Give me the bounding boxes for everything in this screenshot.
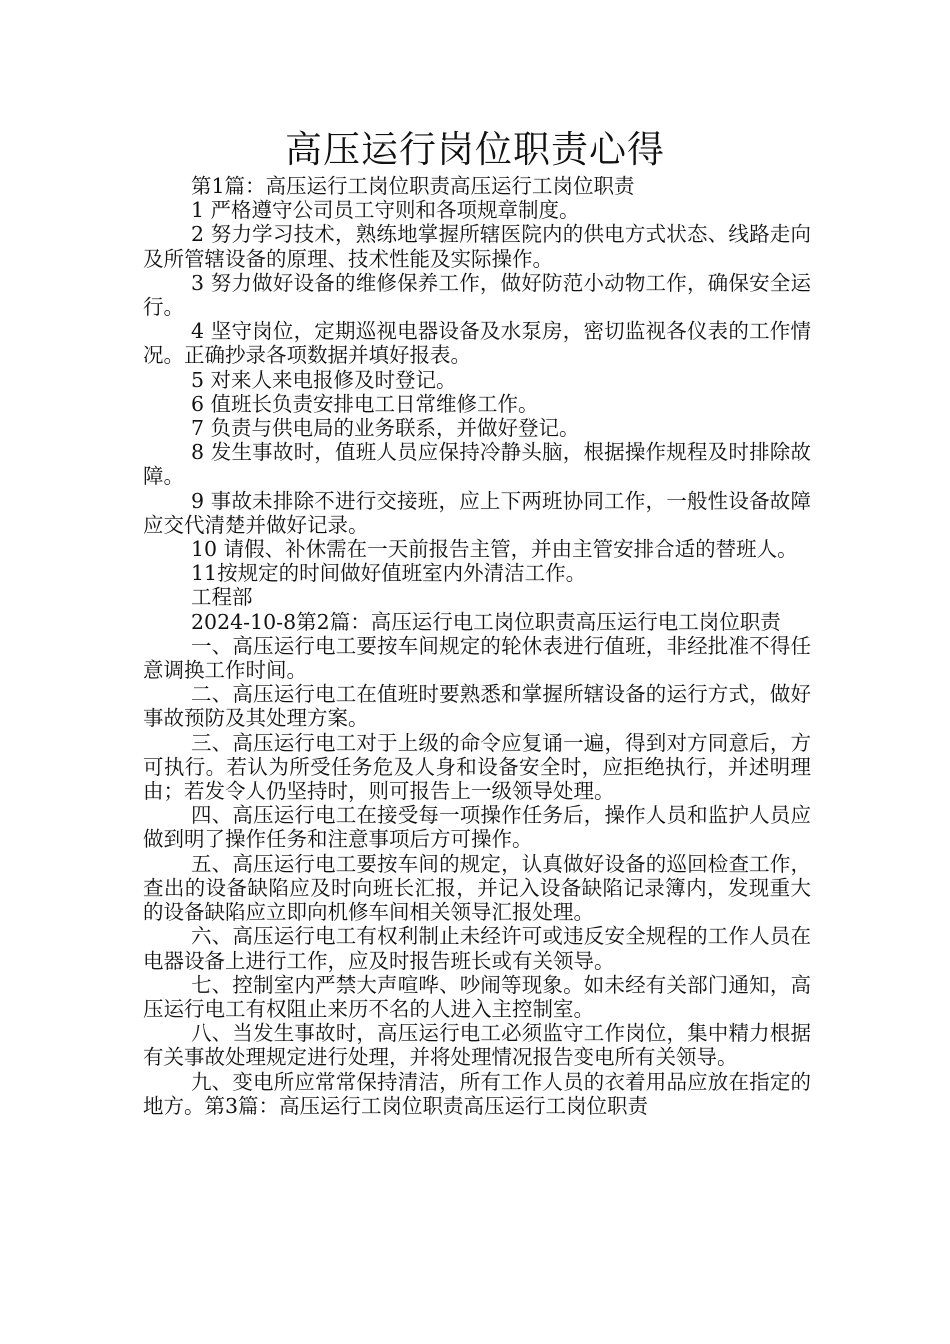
paragraph: 八、当发生事故时，高压运行电工必须监守工作岗位，集中精力根据有关事故处理规定进行处理，并将处理情况报告变电所有关领导。 <box>143 1021 811 1070</box>
paragraph: 11按规定的时间做好值班室内外清洁工作。 <box>191 561 587 586</box>
paragraph: 5 对来人来电报修及时登记。 <box>191 367 457 392</box>
document-title: 高压运行岗位职责心得 <box>285 128 665 171</box>
paragraph: 第1篇：高压运行工岗位职责高压运行工岗位职责 <box>191 174 635 198</box>
paragraph: 2024-10-8第2篇：高压运行电工岗位职责高压运行电工岗位职责 <box>191 609 781 634</box>
paragraph: 6 值班长负责安排电工日常维修工作。 <box>191 391 539 416</box>
paragraph: 7 负责与供电局的业务联系，并做好登记。 <box>191 416 580 441</box>
paragraph: 2 努力学习技术，熟练地掌握所辖医院内的供电方式状态、线路走向及所管辖设备的原理、技术性能及实际操作。 <box>143 222 811 271</box>
paragraph: 二、高压运行电工在值班时要熟悉和掌握所辖设备的运行方式，做好事故预防及其处理方案。 <box>143 682 811 731</box>
paragraph: 六、高压运行电工有权利制止未经许可或违反安全规程的工作人员在电器设备上进行工作，应及时报告班长或有关领导。 <box>143 924 811 973</box>
paragraph: 9 事故未排除不进行交接班，应上下两班协同工作，一般性设备故障应交代清楚并做好记录。 <box>143 488 811 537</box>
paragraph: 一、高压运行电工要按车间规定的轮休表进行值班，非经批准不得任意调换工作时间。 <box>143 633 811 683</box>
department-label: 工程部 <box>191 585 253 610</box>
paragraph: 三、高压运行电工对于上级的命令应复诵一遍，得到对方同意后，方可执行。若认为所受任务危及人身和设备安全时，应拒绝执行，并述明理由；若发令人仍坚持时，则可报告上一级领导处理。 <box>143 730 811 804</box>
paragraph: 1 严格遵守公司员工守则和各项规章制度。 <box>191 198 580 223</box>
paragraph: 九、变电所应常常保持清洁，所有工作人员的衣着用品应放在指定的地方。第3篇：高压运行工岗位职责高压运行工岗位职责 <box>143 1069 811 1118</box>
paragraph: 五、高压运行电工要按车间的规定，认真做好设备的巡回检查工作，查出的设备缺陷应及时向班长汇报，并记入设备缺陷记录簿内，发现重大的设备缺陷应立即向机修车间相关领导汇报处理。 <box>143 851 811 925</box>
paragraph: 8 发生事故时，值班人员应保持冷静头脑，根据操作规程及时排除故障。 <box>143 440 811 489</box>
paragraph: 四、高压运行电工在接受每一项操作任务后，操作人员和监护人员应做到明了操作任务和注意事项后方可操作。 <box>143 803 811 852</box>
paragraph: 4 坚守岗位，定期巡视电器设备及水泵房，密切监视各仪表的工作情况。正确抄录各项数据并填好报表。 <box>143 319 811 368</box>
paragraph: 七、控制室内严禁大声喧哗、吵闹等现象。如未经有关部门通知，高压运行电工有权阻止来历不名的人进入主控制室。 <box>143 972 811 1021</box>
paragraph: 10 请假、补休需在一天前报告主管，并由主管安排合适的替班人。 <box>191 537 798 562</box>
paragraph: 3 努力做好设备的维修保养工作，做好防范小动物工作，确保安全运行。 <box>143 270 811 320</box>
document-body <box>143 174 811 1118</box>
